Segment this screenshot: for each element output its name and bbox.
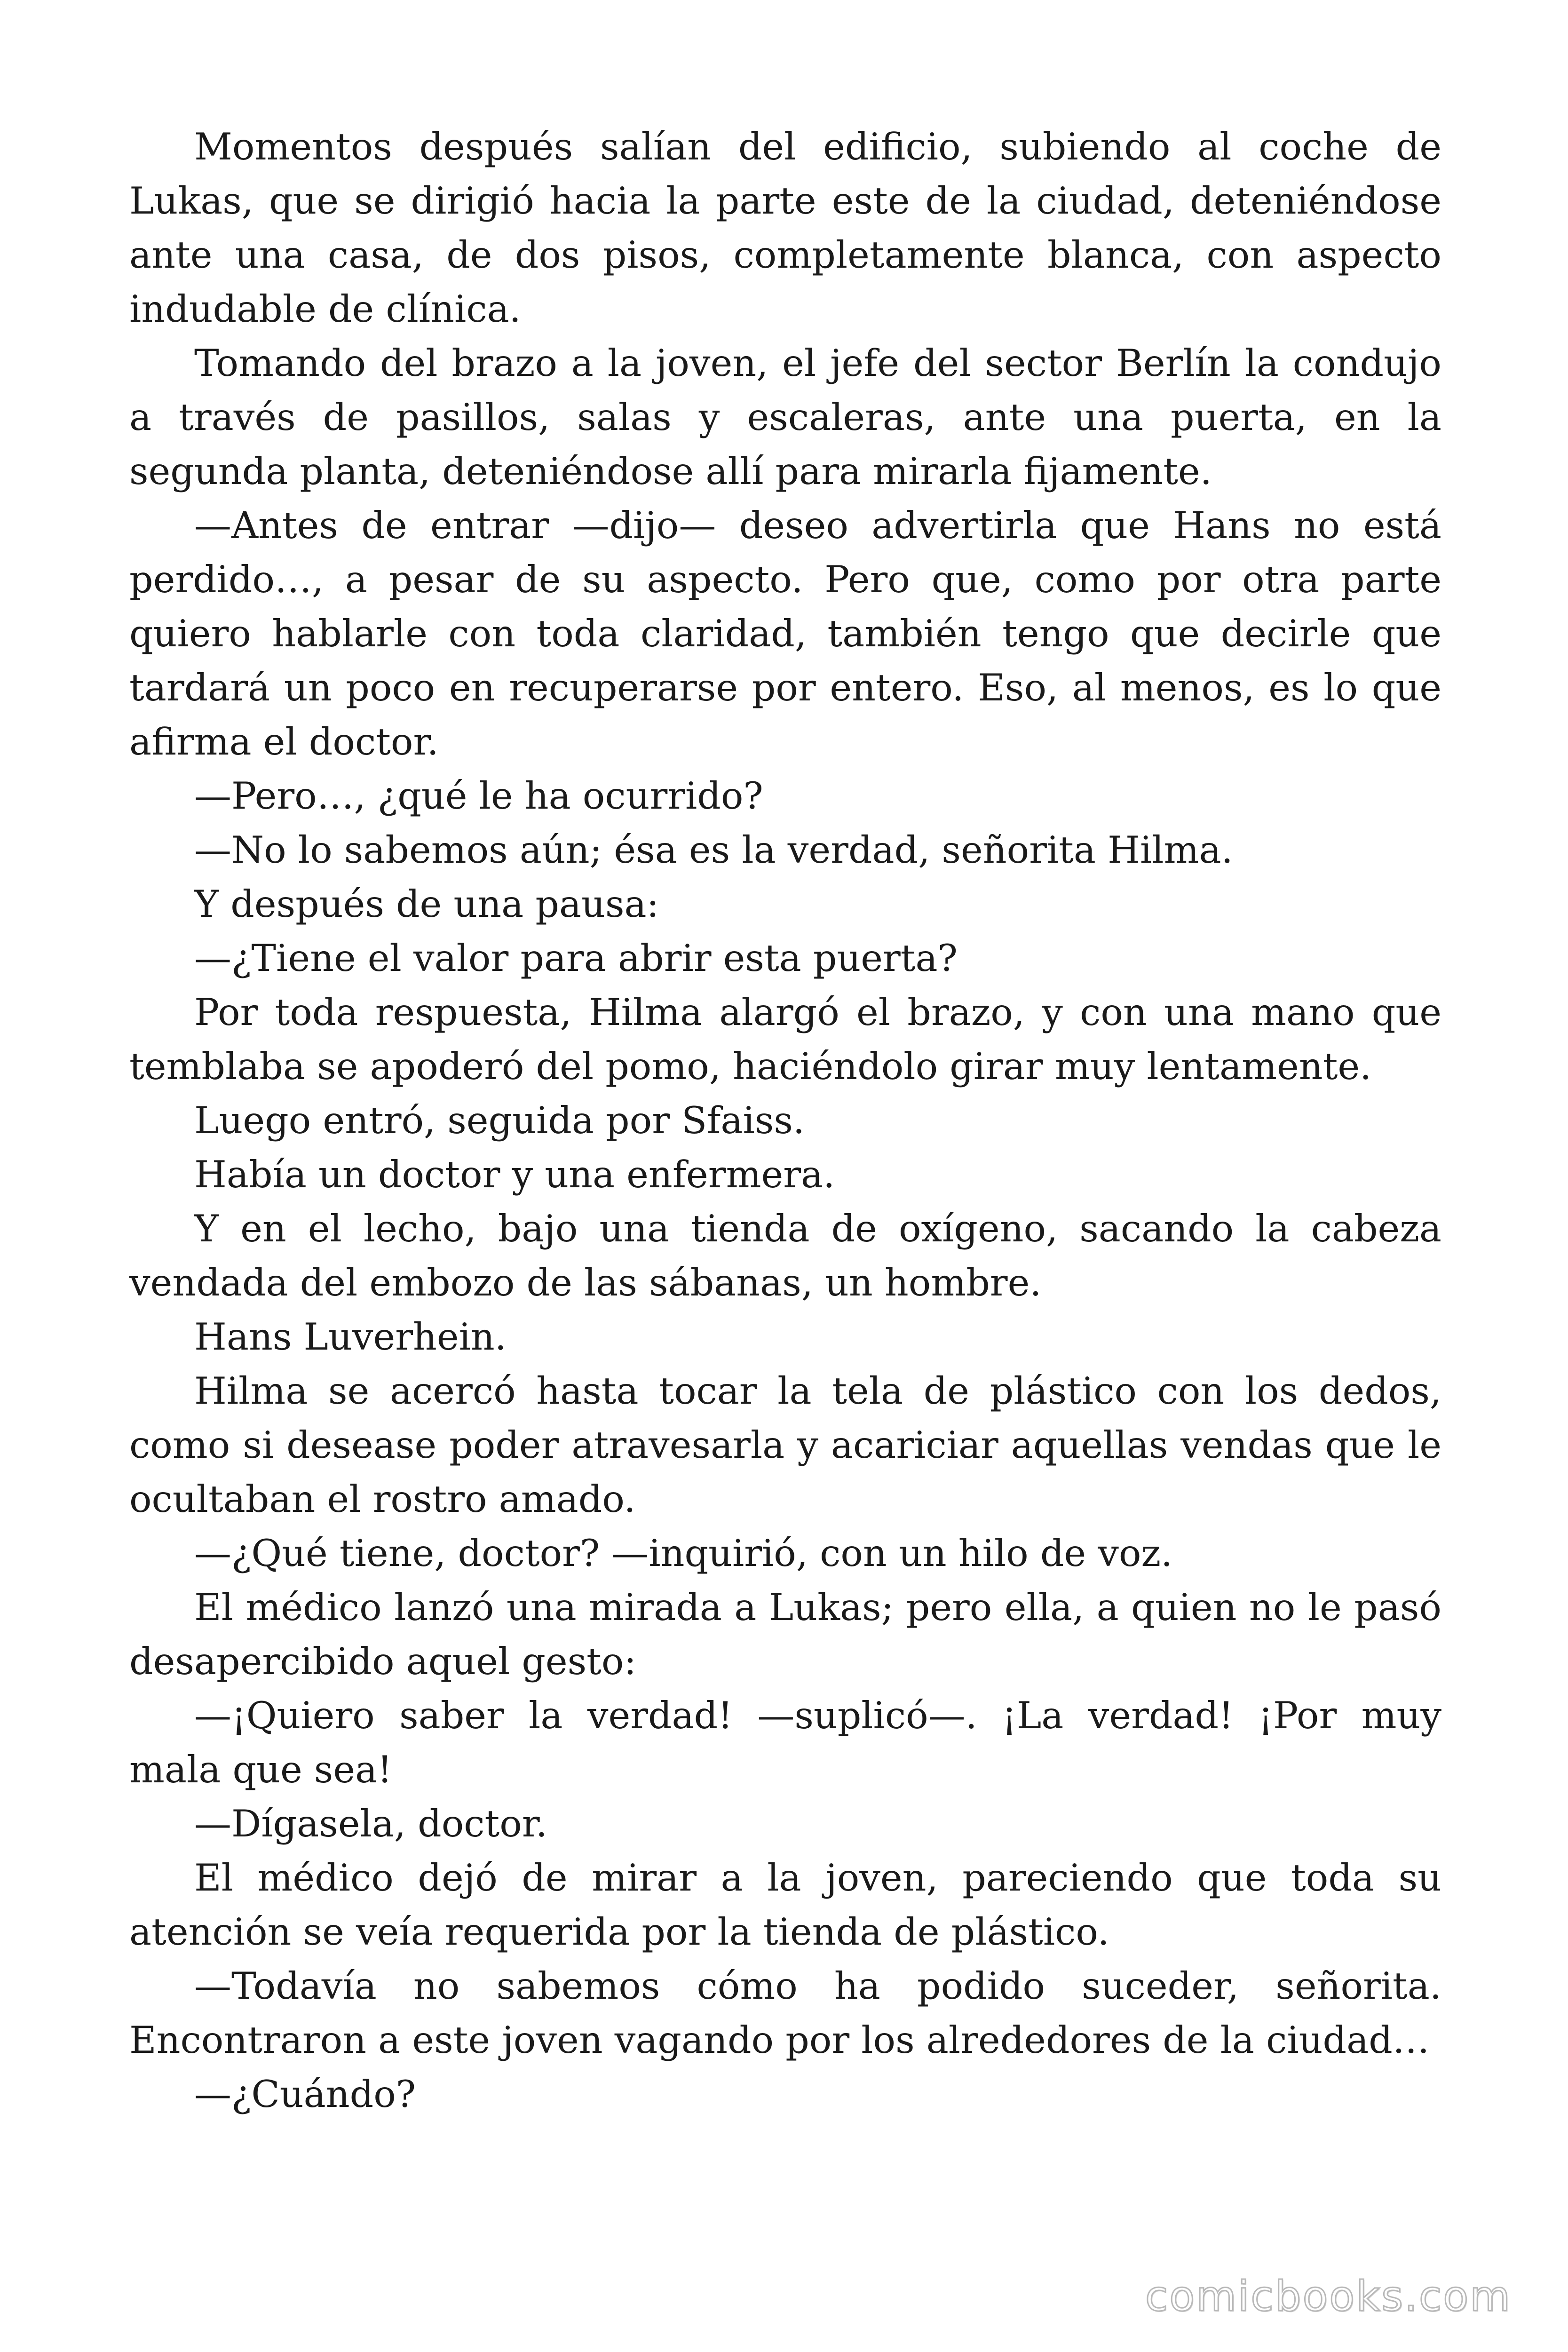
paragraph-15: El médico lanzó una mirada a Lukas; pero ella, a quien no le pasó desapercibido aquel gesto: <box>129 1586 1441 1683</box>
paragraph-6: Y después de una pausa: <box>194 882 659 926</box>
paragraph-14: —¿Qué tiene, doctor? —inquirió, con un hilo de voz. <box>194 1532 1173 1575</box>
paragraph-11: Y en el lecho, bajo una tienda de oxígeno, sacando la cabeza vendada del embozo de las sábanas, un hombre. <box>129 1207 1441 1304</box>
paragraph-17: —Dígasela, doctor. <box>194 1802 548 1845</box>
paragraph-16: —¡Quiero saber la verdad! —suplicó—. ¡La verdad! ¡Por muy mala que sea! <box>129 1694 1441 1791</box>
paragraph-1: Momentos después salían del edificio, subiendo al coche de Lukas, que se dirigió hacia la parte este de la ciudad, deteniéndose ante una casa, de dos pisos, completamente blanca, con aspecto indudable de clínica. <box>129 125 1441 331</box>
paragraph-13: Hilma se acercó hasta tocar la tela de plástico con los dedos, como si desease poder atravesarla y acariciar aquellas vendas que le ocultaban el rostro amado. <box>129 1369 1441 1521</box>
body-text <box>129 120 1441 2122</box>
paragraph-18: El médico dejó de mirar a la joven, pareciendo que toda su atención se veía requerida por la tienda de plástico. <box>129 1856 1441 1954</box>
paragraph-3: —Antes de entrar —dijo— deseo advertirla que Hans no está perdido…, a pesar de su aspecto. Pero que, como por otra parte quiero hablarle con toda claridad, también tengo que decirle que tardará un poco en recuperarse por entero. Eso, al menos, es lo que afirma el doctor. <box>129 504 1441 763</box>
paragraph-7: —¿Tiene el valor para abrir esta puerta? <box>194 937 958 980</box>
watermark: comicbooks.com <box>1145 2272 1512 2320</box>
paragraph-10: Había un doctor y una enfermera. <box>194 1153 835 1196</box>
paragraph-12: Hans Luverhein. <box>194 1315 507 1359</box>
paragraph-20: —¿Cuándo? <box>194 2073 416 2116</box>
paragraph-8: Por toda respuesta, Hilma alargó el brazo, y con una mano que temblaba se apoderó del pomo, haciéndolo girar muy lentamente. <box>129 991 1441 1088</box>
paragraph-5: —No lo sabemos aún; ésa es la verdad, señorita Hilma. <box>194 828 1233 872</box>
paragraph-4: —Pero…, ¿qué le ha ocurrido? <box>194 774 763 818</box>
paragraph-2: Tomando del brazo a la joven, el jefe del sector Berlín la condujo a través de pasillos, salas y escaleras, ante una puerta, en la segunda planta, deteniéndose allí para mirarla fijamente. <box>129 342 1441 493</box>
paragraph-19: —Todavía no sabemos cómo ha podido suceder, señorita. Encontraron a este joven vagando por los alrededores de la ciudad… <box>129 1964 1441 2062</box>
paragraph-9: Luego entró, seguida por Sfaiss. <box>194 1099 805 1142</box>
